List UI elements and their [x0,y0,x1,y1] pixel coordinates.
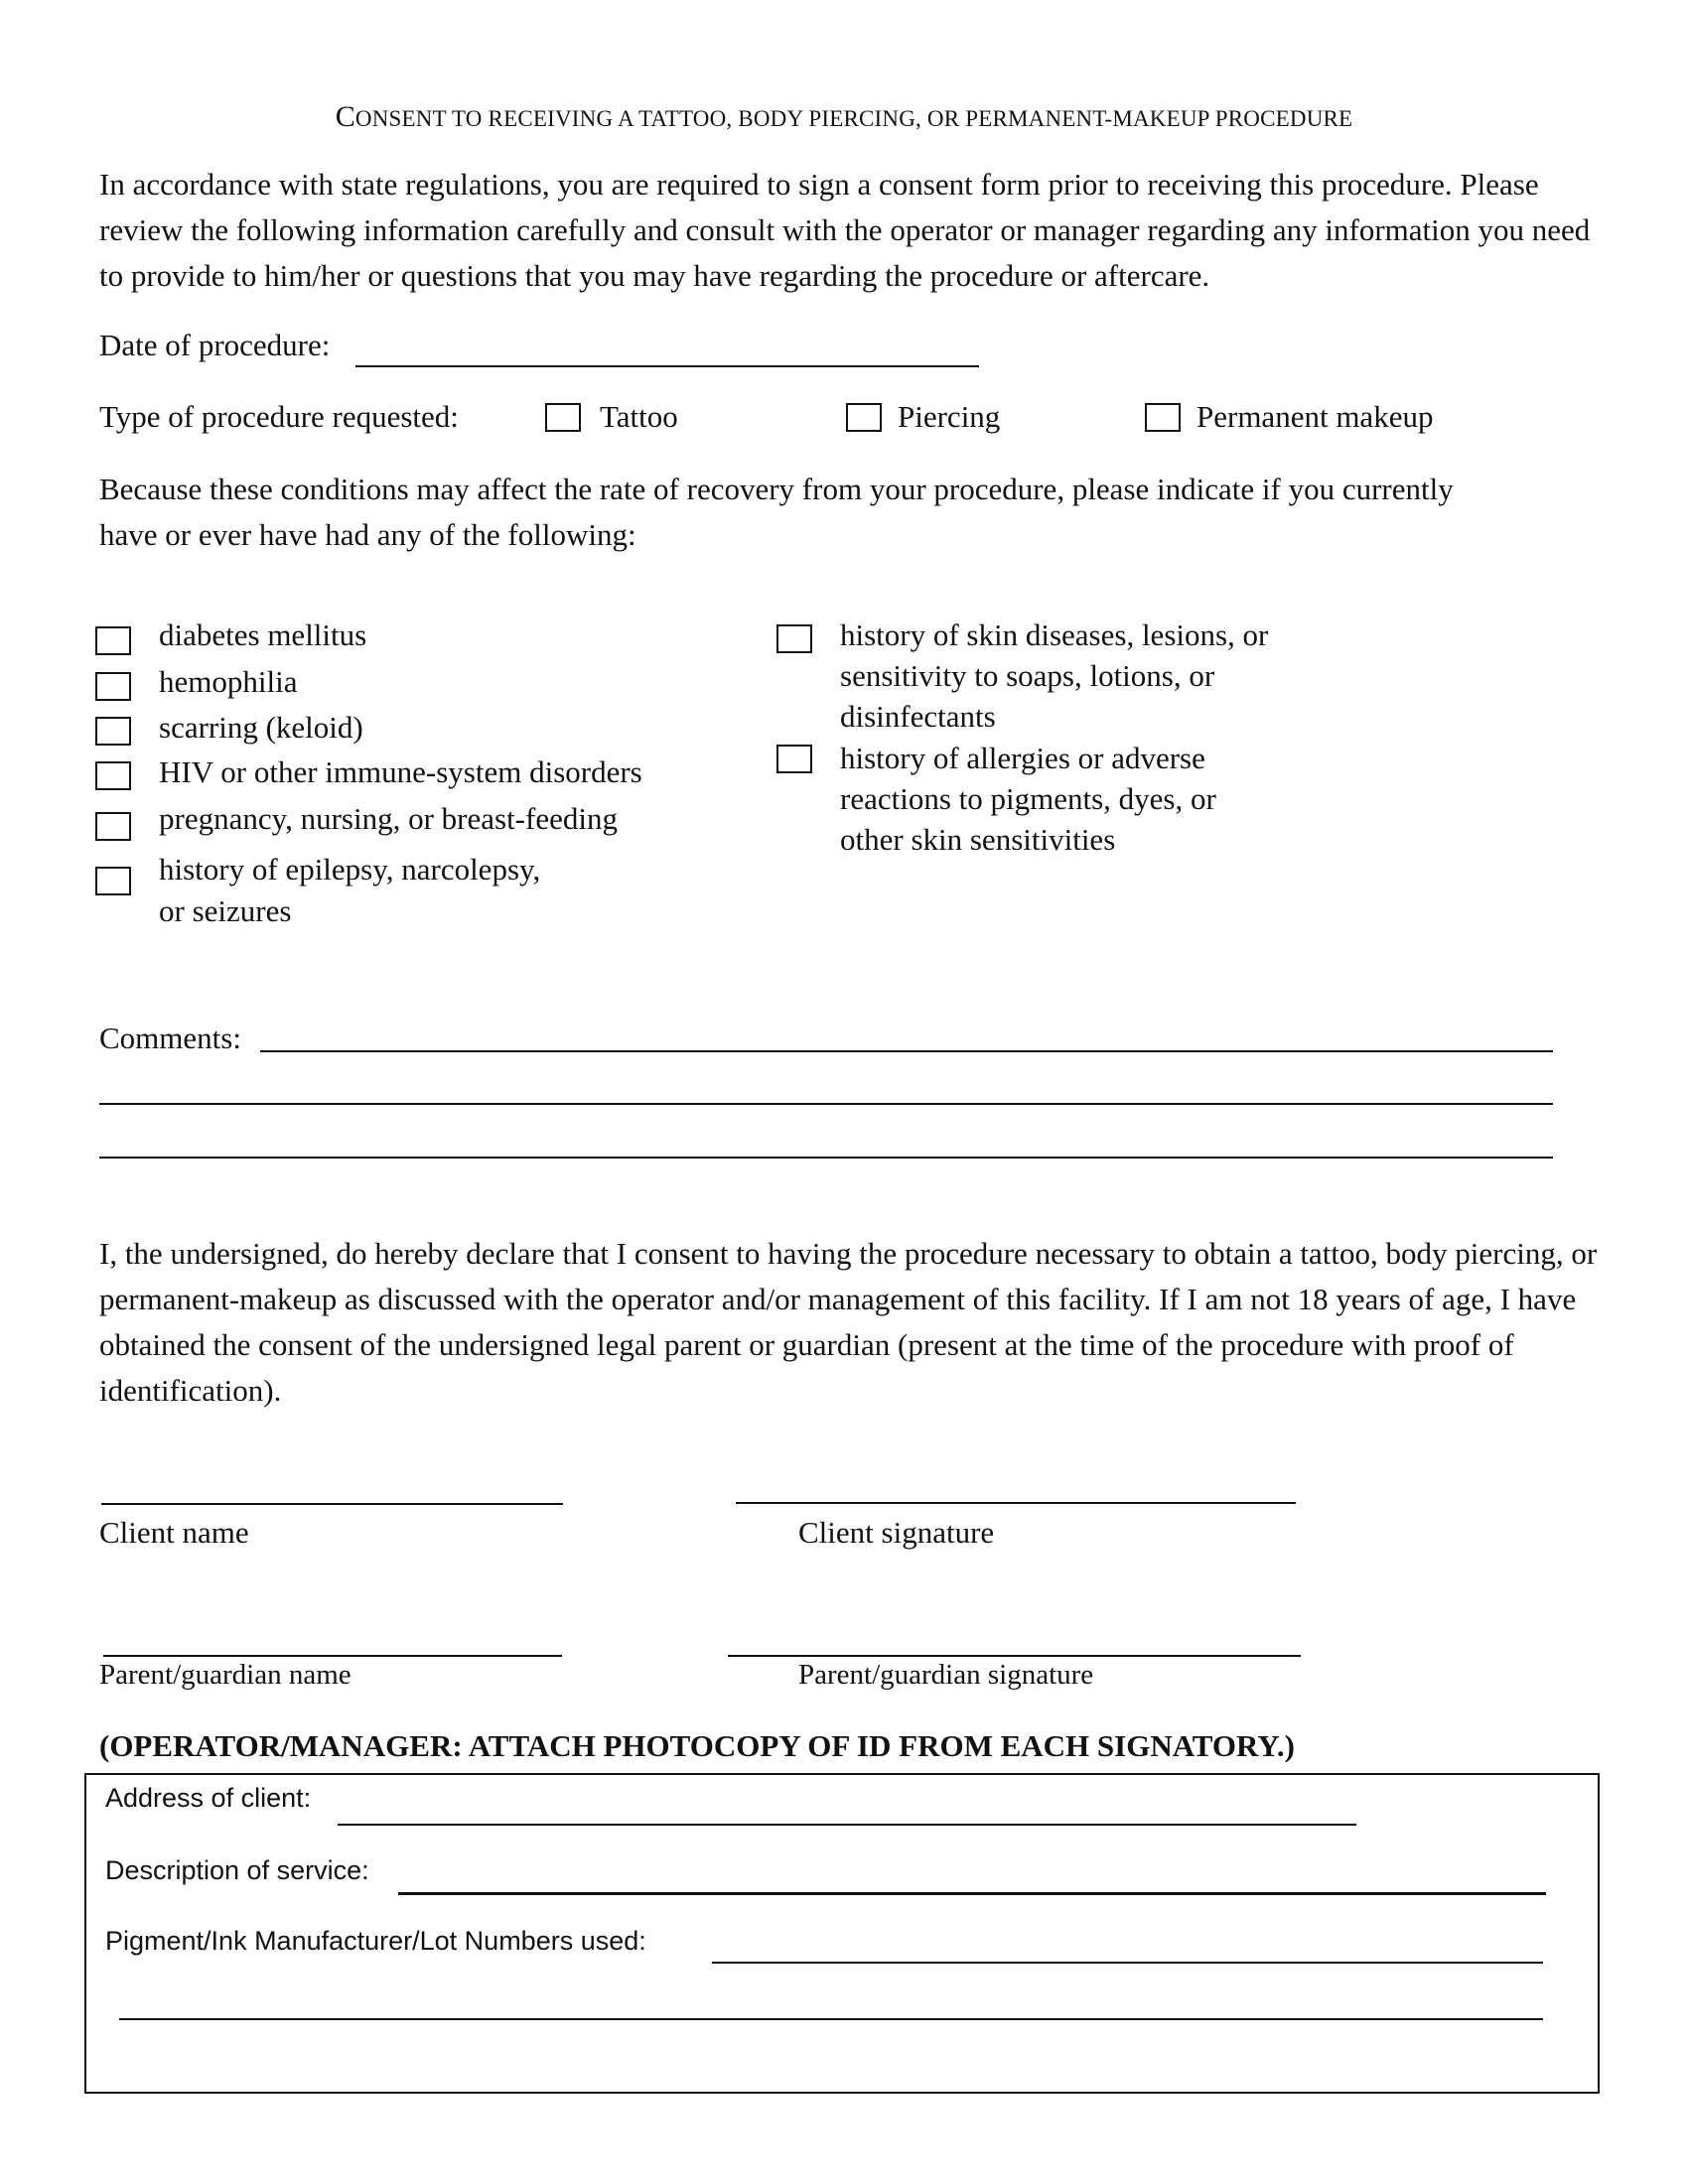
procedure-type-label: Type of procedure requested: [99,399,459,434]
hemophilia-checkbox[interactable] [95,672,131,701]
epilepsy-checkbox[interactable] [95,867,131,895]
condition-epilepsy-line1: history of epilepsy, narcolepsy, [159,852,541,887]
pigment-label: Pigment/Ink Manufacturer/Lot Numbers used: [105,1926,646,1956]
client-name-field[interactable] [101,1503,563,1505]
condition-pregnancy: pregnancy, nursing, or breast-feeding [159,801,618,836]
comments-field-line2[interactable] [99,1103,1553,1105]
guardian-signature-field[interactable] [728,1655,1301,1657]
address-field[interactable] [338,1824,1356,1826]
tattoo-checkbox[interactable] [545,403,581,432]
date-field[interactable] [355,365,979,367]
condition-skin-line3: disinfectants [840,699,996,734]
piercing-option-label: Piercing [898,399,1001,434]
comments-label: Comments: [99,1021,241,1055]
condition-diabetes: diabetes mellitus [159,617,367,652]
guardian-name-label: Parent/guardian name [99,1659,352,1691]
conditions-intro: Because these conditions may affect the rate of recovery from your procedure, please indicate if you currently have or ever have had any of the following: [99,472,1454,552]
diabetes-checkbox[interactable] [95,626,131,655]
permanent-makeup-checkbox[interactable] [1145,403,1181,432]
guardian-name-field[interactable] [103,1655,562,1657]
pigment-field-line2[interactable] [119,2018,1543,2020]
client-name-label: Client name [99,1515,249,1550]
client-signature-label: Client signature [798,1515,995,1550]
hiv-checkbox[interactable] [95,761,131,790]
tattoo-option-label: Tattoo [600,399,678,434]
declaration-paragraph: I, the undersigned, do hereby declare that I consent to having the procedure necessary to obtain a tattoo, body piercing, or permanent-makeup as discussed with the operator and/or management of this facility. If I am not 18 years of age, I have obtained the consent of the undersigned legal parent or guardian (present at the time of the procedure with proof of identification). [99,1236,1598,1408]
intro-paragraph: In accordance with state regulations, you are required to sign a consent form prior to receiving this procedure. Please review the following information carefully and consult with the operator or manager regarding any information you need to provide to him/her or questions that you may have regarding the procedure or aftercare. [99,167,1591,293]
keloid-checkbox[interactable] [95,717,131,746]
operator-note: (OPERATOR/MANAGER: ATTACH PHOTOCOPY OF ID FROM EACH SIGNATORY.) [99,1728,1295,1763]
condition-allergy-line3: other skin sensitivities [840,822,1116,857]
piercing-checkbox[interactable] [846,403,882,432]
pregnancy-checkbox[interactable] [95,812,131,841]
address-label: Address of client: [105,1783,312,1813]
condition-epilepsy-line2: or seizures [159,893,292,928]
service-label: Description of service: [105,1855,369,1885]
condition-hiv: HIV or other immune-system disorders [159,754,642,789]
date-label: Date of procedure: [99,328,331,362]
client-signature-field[interactable] [736,1502,1296,1504]
comments-field-line1[interactable] [260,1050,1553,1052]
condition-keloid: scarring (keloid) [159,710,363,745]
condition-hemophilia: hemophilia [159,664,298,699]
guardian-signature-label: Parent/guardian signature [798,1659,1094,1691]
form-title-initial: C [335,100,355,133]
condition-allergy-line2: reactions to pigments, dyes, or [840,781,1216,816]
condition-skin-line2: sensitivity to soaps, lotions, or [840,658,1215,693]
comments-field-line3[interactable] [99,1157,1553,1159]
form-title-rest: ONSENT TO RECEIVING A TATTOO, BODY PIERCING, OR PERMANENT-MAKEUP PROCEDURE [354,106,1353,131]
permanent-makeup-option-label: Permanent makeup [1196,399,1434,434]
condition-skin-line1: history of skin diseases, lesions, or [840,617,1269,652]
service-field[interactable] [398,1892,1546,1895]
allergy-checkbox[interactable] [776,745,812,773]
condition-allergy-line1: history of allergies or adverse [840,741,1205,775]
form-title [0,102,1688,132]
skin-disease-checkbox[interactable] [776,624,812,653]
pigment-field-line1[interactable] [712,1962,1543,1964]
